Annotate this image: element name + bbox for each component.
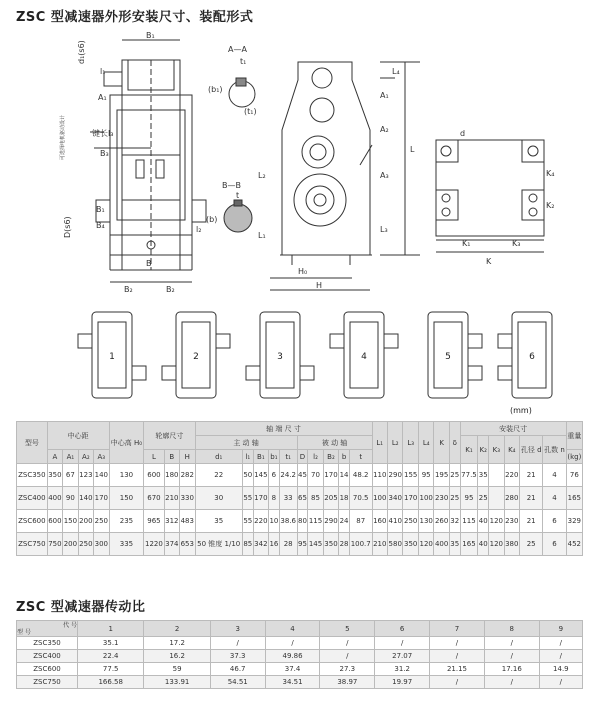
- spec-cell: 250: [78, 533, 93, 556]
- spec-cell: 130: [109, 464, 144, 487]
- spec-cell: B: [164, 450, 179, 464]
- spec-cell: 中心高 H₀: [109, 422, 144, 464]
- spec-cell: 195: [434, 464, 449, 487]
- ratio-cell: 38.97: [320, 676, 375, 689]
- spec-cell: 600: [47, 510, 62, 533]
- spec-cell: 120: [418, 533, 433, 556]
- spec-cell: A₂: [78, 450, 93, 464]
- spec-cell: 90: [63, 487, 78, 510]
- label-l2: l₂: [196, 225, 202, 234]
- spec-cell: 14: [339, 464, 350, 487]
- spec-cell: 410: [388, 510, 403, 533]
- assembly-form-2: [162, 312, 230, 398]
- spec-cell: 260: [434, 510, 449, 533]
- spec-cell: 312: [164, 510, 179, 533]
- spec-cell: d₁: [195, 450, 242, 464]
- ratio-row: [17, 650, 583, 663]
- spec-cell: 483: [180, 510, 195, 533]
- spec-cell: 350: [403, 533, 418, 556]
- assembly-form-1: [78, 312, 146, 398]
- spec-cell: 335: [109, 533, 144, 556]
- spec-cell: 205: [323, 487, 338, 510]
- spec-cell: 21: [520, 487, 543, 510]
- spec-cell: 32: [449, 510, 460, 533]
- spec-header-row: [17, 422, 583, 436]
- spec-cell: 290: [388, 464, 403, 487]
- ratio-cell: 19.97: [375, 676, 430, 689]
- spec-cell: 230: [504, 510, 519, 533]
- spec-cell: t: [349, 450, 372, 464]
- ratio-cell: 46.7: [210, 663, 265, 676]
- ratio-cell: 9: [539, 621, 582, 637]
- spec-cell: 750: [47, 533, 62, 556]
- spec-cell: 330: [180, 487, 195, 510]
- label-t1-paren: (t₁): [244, 107, 257, 116]
- spec-cell: 16: [269, 533, 280, 556]
- spec-cell: 300: [94, 533, 109, 556]
- spec-cell: [489, 487, 504, 510]
- assembly-form-label: 2: [193, 352, 199, 362]
- spec-cell: 24.2: [279, 464, 297, 487]
- spec-cell: B₁: [253, 450, 268, 464]
- spec-cell: 轮廓尺寸: [144, 422, 195, 450]
- spec-cell: 120: [489, 510, 504, 533]
- assembly-form-5: [428, 312, 482, 398]
- ratio-cell: 31.2: [375, 663, 430, 676]
- label-b1-paren: (b₁): [208, 85, 223, 94]
- label-l: L: [410, 145, 415, 154]
- spec-cell: 145: [308, 533, 323, 556]
- spec-cell: 70: [308, 464, 323, 487]
- spec-cell: 22: [195, 464, 242, 487]
- assembly-form-label: 5: [445, 352, 451, 362]
- spec-cell: L₃: [403, 422, 418, 464]
- spec-cell: L: [144, 450, 164, 464]
- label-h0: H₀: [298, 267, 308, 276]
- spec-cell: D: [297, 450, 308, 464]
- spec-cell: 80: [297, 510, 308, 533]
- spec-cell: 165: [566, 487, 582, 510]
- ratio-cell: 22.4: [78, 650, 144, 663]
- ratio-cell: /: [539, 676, 582, 689]
- spec-cell: 28: [279, 533, 297, 556]
- spec-cell: 85: [242, 533, 253, 556]
- label-k1: K₁: [462, 239, 471, 248]
- spec-cell: 35: [478, 464, 489, 487]
- ratio-cell: /: [430, 637, 485, 650]
- spec-cell: 55: [242, 487, 253, 510]
- spec-cell: 280: [504, 487, 519, 510]
- spec-cell: 55: [242, 510, 253, 533]
- label-k3: K₃: [512, 239, 521, 248]
- spec-cell: K: [434, 422, 449, 464]
- spec-cell: 50 锥度 1/10: [195, 533, 242, 556]
- spec-cell: 342: [253, 533, 268, 556]
- label-t1: t₁: [240, 57, 247, 66]
- ratio-cell: 14.9: [539, 663, 582, 676]
- spec-cell: 40: [478, 510, 489, 533]
- spec-cell: 45: [297, 464, 308, 487]
- spec-cell: 6: [543, 510, 566, 533]
- spec-cell: 180: [164, 464, 179, 487]
- ratio-cell: 133.91: [144, 676, 210, 689]
- spec-cell: 290: [323, 510, 338, 533]
- spec-cell: 孔数 n: [543, 436, 566, 464]
- label-k2: K₂: [546, 201, 555, 210]
- assembly-form-6: [498, 312, 552, 398]
- ratio-cell: 166.58: [78, 676, 144, 689]
- spec-cell: 孔径 d: [520, 436, 543, 464]
- spec-cell: 4: [543, 487, 566, 510]
- ratio-cell: 59: [144, 663, 210, 676]
- label-h: H: [316, 281, 323, 290]
- assembly-form-label: 4: [361, 352, 367, 362]
- spec-cell: 21: [520, 464, 543, 487]
- spec-cell: 150: [109, 487, 144, 510]
- unit-label: (mm): [510, 406, 532, 415]
- label-k: K: [486, 257, 492, 266]
- spec-cell: 21: [520, 510, 543, 533]
- spec-cell: 400: [434, 533, 449, 556]
- spec-cell: 155: [403, 464, 418, 487]
- ratio-cell: 37.3: [210, 650, 265, 663]
- spec-cell: 282: [180, 464, 195, 487]
- page-title: ZSC 型减速器外形安装尺寸、装配形式: [16, 10, 254, 25]
- ratio-cell: 4: [265, 621, 320, 637]
- section-labels: [206, 45, 257, 224]
- spec-cell: 120: [489, 533, 504, 556]
- label-b3: B₃: [100, 149, 109, 158]
- spec-cell: 95: [297, 533, 308, 556]
- spec-cell: 115: [460, 510, 478, 533]
- spec-cell: L₁: [372, 422, 387, 464]
- spec-cell: A₁: [63, 450, 78, 464]
- spec-cell: 50: [242, 464, 253, 487]
- spec-cell: 安装尺寸: [460, 422, 566, 436]
- ratio-cell: 16.2: [144, 650, 210, 663]
- ratio-cell: /: [539, 637, 582, 650]
- spec-cell: 350: [323, 533, 338, 556]
- spec-cell: 4: [543, 464, 566, 487]
- spec-cell: 452: [566, 533, 582, 556]
- spec-cell: 130: [418, 510, 433, 533]
- label-d1: d₁(s6): [77, 40, 86, 64]
- assembly-form-4: [330, 312, 398, 398]
- label-d: D(s6): [63, 216, 72, 238]
- spec-cell: 主 动 轴: [195, 436, 297, 450]
- spec-cell: 230: [434, 487, 449, 510]
- spec-cell: 中心距: [47, 422, 109, 450]
- ratio-cell: /: [265, 637, 320, 650]
- spec-cell: 250: [94, 510, 109, 533]
- spec-cell: [489, 464, 504, 487]
- ratio-cell: /: [484, 650, 539, 663]
- spec-cell: 670: [144, 487, 164, 510]
- label-d-hole: d: [460, 129, 466, 138]
- side-note: 可选择电机驱动设计: [60, 114, 66, 160]
- spec-cell: 600: [144, 464, 164, 487]
- ratio-cell: [17, 621, 78, 637]
- ratio-cell: /: [430, 676, 485, 689]
- spec-cell: 28: [339, 533, 350, 556]
- spec-cell: 140: [78, 487, 93, 510]
- spec-row: [17, 464, 583, 487]
- ratio-table: [16, 620, 583, 689]
- ratio-cell: 27.07: [375, 650, 430, 663]
- ratio-corner-model: 型 号: [17, 628, 31, 636]
- label-b4: B₄: [96, 221, 105, 230]
- spec-cell: (kg): [566, 450, 582, 464]
- spec-cell: 140: [94, 464, 109, 487]
- spec-cell: K₂: [478, 436, 489, 464]
- spec-cell: 67: [63, 464, 78, 487]
- assembly-form-label: 1: [109, 352, 115, 362]
- spec-row: [17, 487, 583, 510]
- spec-cell: 200: [63, 533, 78, 556]
- ratio-corner-code: 代 号: [63, 621, 77, 629]
- spec-cell: 165: [460, 533, 478, 556]
- ratio-row: [17, 676, 583, 689]
- assembly-form-label: 3: [277, 352, 283, 362]
- spec-cell: 38.6: [279, 510, 297, 533]
- spec-cell: 95: [418, 464, 433, 487]
- side-view-drawing: [270, 62, 420, 290]
- ratio-cell: 54.51: [210, 676, 265, 689]
- spec-cell: 40: [478, 533, 489, 556]
- ratio-cell: 6: [375, 621, 430, 637]
- spec-cell: 6: [269, 464, 280, 487]
- ratio-cell: 17.2: [144, 637, 210, 650]
- base-plate-labels: [460, 129, 554, 266]
- spec-table: [16, 421, 583, 556]
- ratio-cell: 49.86: [265, 650, 320, 663]
- label-bb: B—B: [222, 181, 241, 190]
- spec-cell: 95: [460, 487, 478, 510]
- spec-cell: L₂: [388, 422, 403, 464]
- ratio-cell: 27.3: [320, 663, 375, 676]
- spec-cell: ZSC400: [17, 487, 48, 510]
- spec-cell: 重量: [566, 422, 582, 450]
- spec-cell: δ: [449, 422, 460, 464]
- ratio-cell: /: [539, 650, 582, 663]
- spec-cell: 30: [195, 487, 242, 510]
- spec-cell: A: [47, 450, 62, 464]
- spec-cell: t₁: [279, 450, 297, 464]
- label-a1-side: A₁: [380, 91, 389, 100]
- spec-cell: 87: [349, 510, 372, 533]
- spec-cell: 24: [339, 510, 350, 533]
- label-b1: B₁: [146, 31, 155, 40]
- ratio-cell: 34.51: [265, 676, 320, 689]
- spec-cell: 340: [388, 487, 403, 510]
- base-plate-drawing: [436, 140, 544, 252]
- spec-cell: 6: [543, 533, 566, 556]
- spec-cell: 250: [403, 510, 418, 533]
- spec-cell: 374: [164, 533, 179, 556]
- ratio-row: [17, 663, 583, 676]
- spec-cell: 580: [388, 533, 403, 556]
- spec-cell: 轴 端 尺 寸: [195, 422, 372, 436]
- label-b2-right: B₂: [166, 285, 175, 294]
- label-b-paren: (b): [206, 215, 218, 224]
- spec-cell: 8: [269, 487, 280, 510]
- spec-cell: 10: [269, 510, 280, 533]
- spec-cell: 220: [253, 510, 268, 533]
- spec-cell: 33: [279, 487, 297, 510]
- spec-cell: 210: [164, 487, 179, 510]
- label-b1-lower: B₁: [96, 205, 105, 214]
- label-b2-left: B₂: [124, 285, 133, 294]
- label-a1: A₁: [98, 93, 107, 102]
- ratio-cell: /: [210, 637, 265, 650]
- spec-cell: b₁: [269, 450, 280, 464]
- label-aa: A—A: [228, 45, 247, 54]
- spec-cell: 100.7: [349, 533, 372, 556]
- label-k4: K₄: [546, 169, 555, 178]
- spec-cell: 653: [180, 533, 195, 556]
- assembly-form-3: [246, 312, 314, 398]
- spec-cell: 329: [566, 510, 582, 533]
- spec-cell: 1220: [144, 533, 164, 556]
- assembly-forms: [78, 312, 552, 398]
- spec-cell: 123: [78, 464, 93, 487]
- ratio-cell: 2: [144, 621, 210, 637]
- spec-cell: 235: [109, 510, 144, 533]
- ratio-cell: ZSC350: [17, 637, 78, 650]
- spec-cell: 100: [418, 487, 433, 510]
- spec-cell: K₁: [460, 436, 478, 464]
- spec-cell: 被 动 轴: [297, 436, 372, 450]
- spec-cell: ZSC350: [17, 464, 48, 487]
- ratio-cell: /: [430, 650, 485, 663]
- ratio-cell: /: [484, 637, 539, 650]
- ratio-cell: /: [320, 637, 375, 650]
- spec-cell: 85: [308, 487, 323, 510]
- spec-cell: 35: [195, 510, 242, 533]
- ratio-cell: ZSC600: [17, 663, 78, 676]
- front-view-drawing: [90, 40, 206, 282]
- spec-cell: B₂: [323, 450, 338, 464]
- spec-cell: 400: [47, 487, 62, 510]
- spec-cell: ZSC750: [17, 533, 48, 556]
- spec-cell: 77.5: [460, 464, 478, 487]
- spec-cell: ZSC600: [17, 510, 48, 533]
- spec-row: [17, 510, 583, 533]
- spec-cell: K₄: [504, 436, 519, 464]
- ratio-cell: /: [484, 676, 539, 689]
- ratio-cell: /: [320, 650, 375, 663]
- spec-cell: 170: [94, 487, 109, 510]
- spec-cell: b: [339, 450, 350, 464]
- ratio-cell: 7: [430, 621, 485, 637]
- assembly-form-label: 6: [529, 352, 535, 362]
- spec-cell: 145: [253, 464, 268, 487]
- spec-cell: 70.5: [349, 487, 372, 510]
- spec-cell: L₄: [418, 422, 433, 464]
- spec-cell: 25: [449, 464, 460, 487]
- spec-cell: K₃: [489, 436, 504, 464]
- spec-cell: A₃: [94, 450, 109, 464]
- spec-cell: 18: [339, 487, 350, 510]
- label-a3: A₃: [380, 171, 389, 180]
- label-l3: L₃: [380, 225, 388, 234]
- spec-cell: 200: [78, 510, 93, 533]
- ratio-cell: 17.16: [484, 663, 539, 676]
- ratio-cell: 21.15: [430, 663, 485, 676]
- spec-cell: 110: [372, 464, 387, 487]
- label-l4: L₄: [392, 67, 400, 76]
- ratio-cell: ZSC750: [17, 676, 78, 689]
- spec-cell: 35: [449, 533, 460, 556]
- spec-cell: 210: [372, 533, 387, 556]
- spec-cell: 170: [253, 487, 268, 510]
- ratio-cell: ZSC400: [17, 650, 78, 663]
- spec-row: [17, 533, 583, 556]
- label-b: B: [146, 259, 152, 268]
- ratio-cell: 77.5: [78, 663, 144, 676]
- spec-cell: H: [180, 450, 195, 464]
- spec-cell: 380: [504, 533, 519, 556]
- spec-cell: 48.2: [349, 464, 372, 487]
- ratio-cell: 3: [210, 621, 265, 637]
- ratio-cell: 1: [78, 621, 144, 637]
- spec-cell: 65: [297, 487, 308, 510]
- label-l2-side: L₂: [258, 171, 266, 180]
- ratio-title: ZSC 型减速器传动比: [16, 600, 146, 615]
- spec-cell: 100: [372, 487, 387, 510]
- spec-cell: 115: [308, 510, 323, 533]
- label-key-length: 键长l₃: [92, 129, 114, 138]
- spec-cell: 25: [478, 487, 489, 510]
- label-l1: l₁: [100, 67, 106, 76]
- ratio-cell: /: [375, 637, 430, 650]
- spec-cell: 76: [566, 464, 582, 487]
- spec-cell: 150: [63, 510, 78, 533]
- spec-cell: 965: [144, 510, 164, 533]
- label-a2: A₂: [380, 125, 389, 134]
- label-l1: L₁: [258, 231, 266, 240]
- spec-cell: 160: [372, 510, 387, 533]
- ratio-cell: 8: [484, 621, 539, 637]
- spec-cell: 170: [323, 464, 338, 487]
- spec-cell: 型号: [17, 422, 48, 464]
- spec-cell: 25: [449, 487, 460, 510]
- ratio-row: [17, 637, 583, 650]
- ratio-header-row: [17, 621, 583, 637]
- label-t: t: [236, 191, 240, 200]
- section-views: [224, 78, 255, 232]
- ratio-cell: 37.4: [265, 663, 320, 676]
- spec-cell: l₂: [308, 450, 323, 464]
- spec-cell: 170: [403, 487, 418, 510]
- spec-cell: 25: [520, 533, 543, 556]
- spec-cell: 220: [504, 464, 519, 487]
- spec-cell: l₁: [242, 450, 253, 464]
- spec-cell: 350: [47, 464, 62, 487]
- ratio-cell: 5: [320, 621, 375, 637]
- ratio-cell: 35.1: [78, 637, 144, 650]
